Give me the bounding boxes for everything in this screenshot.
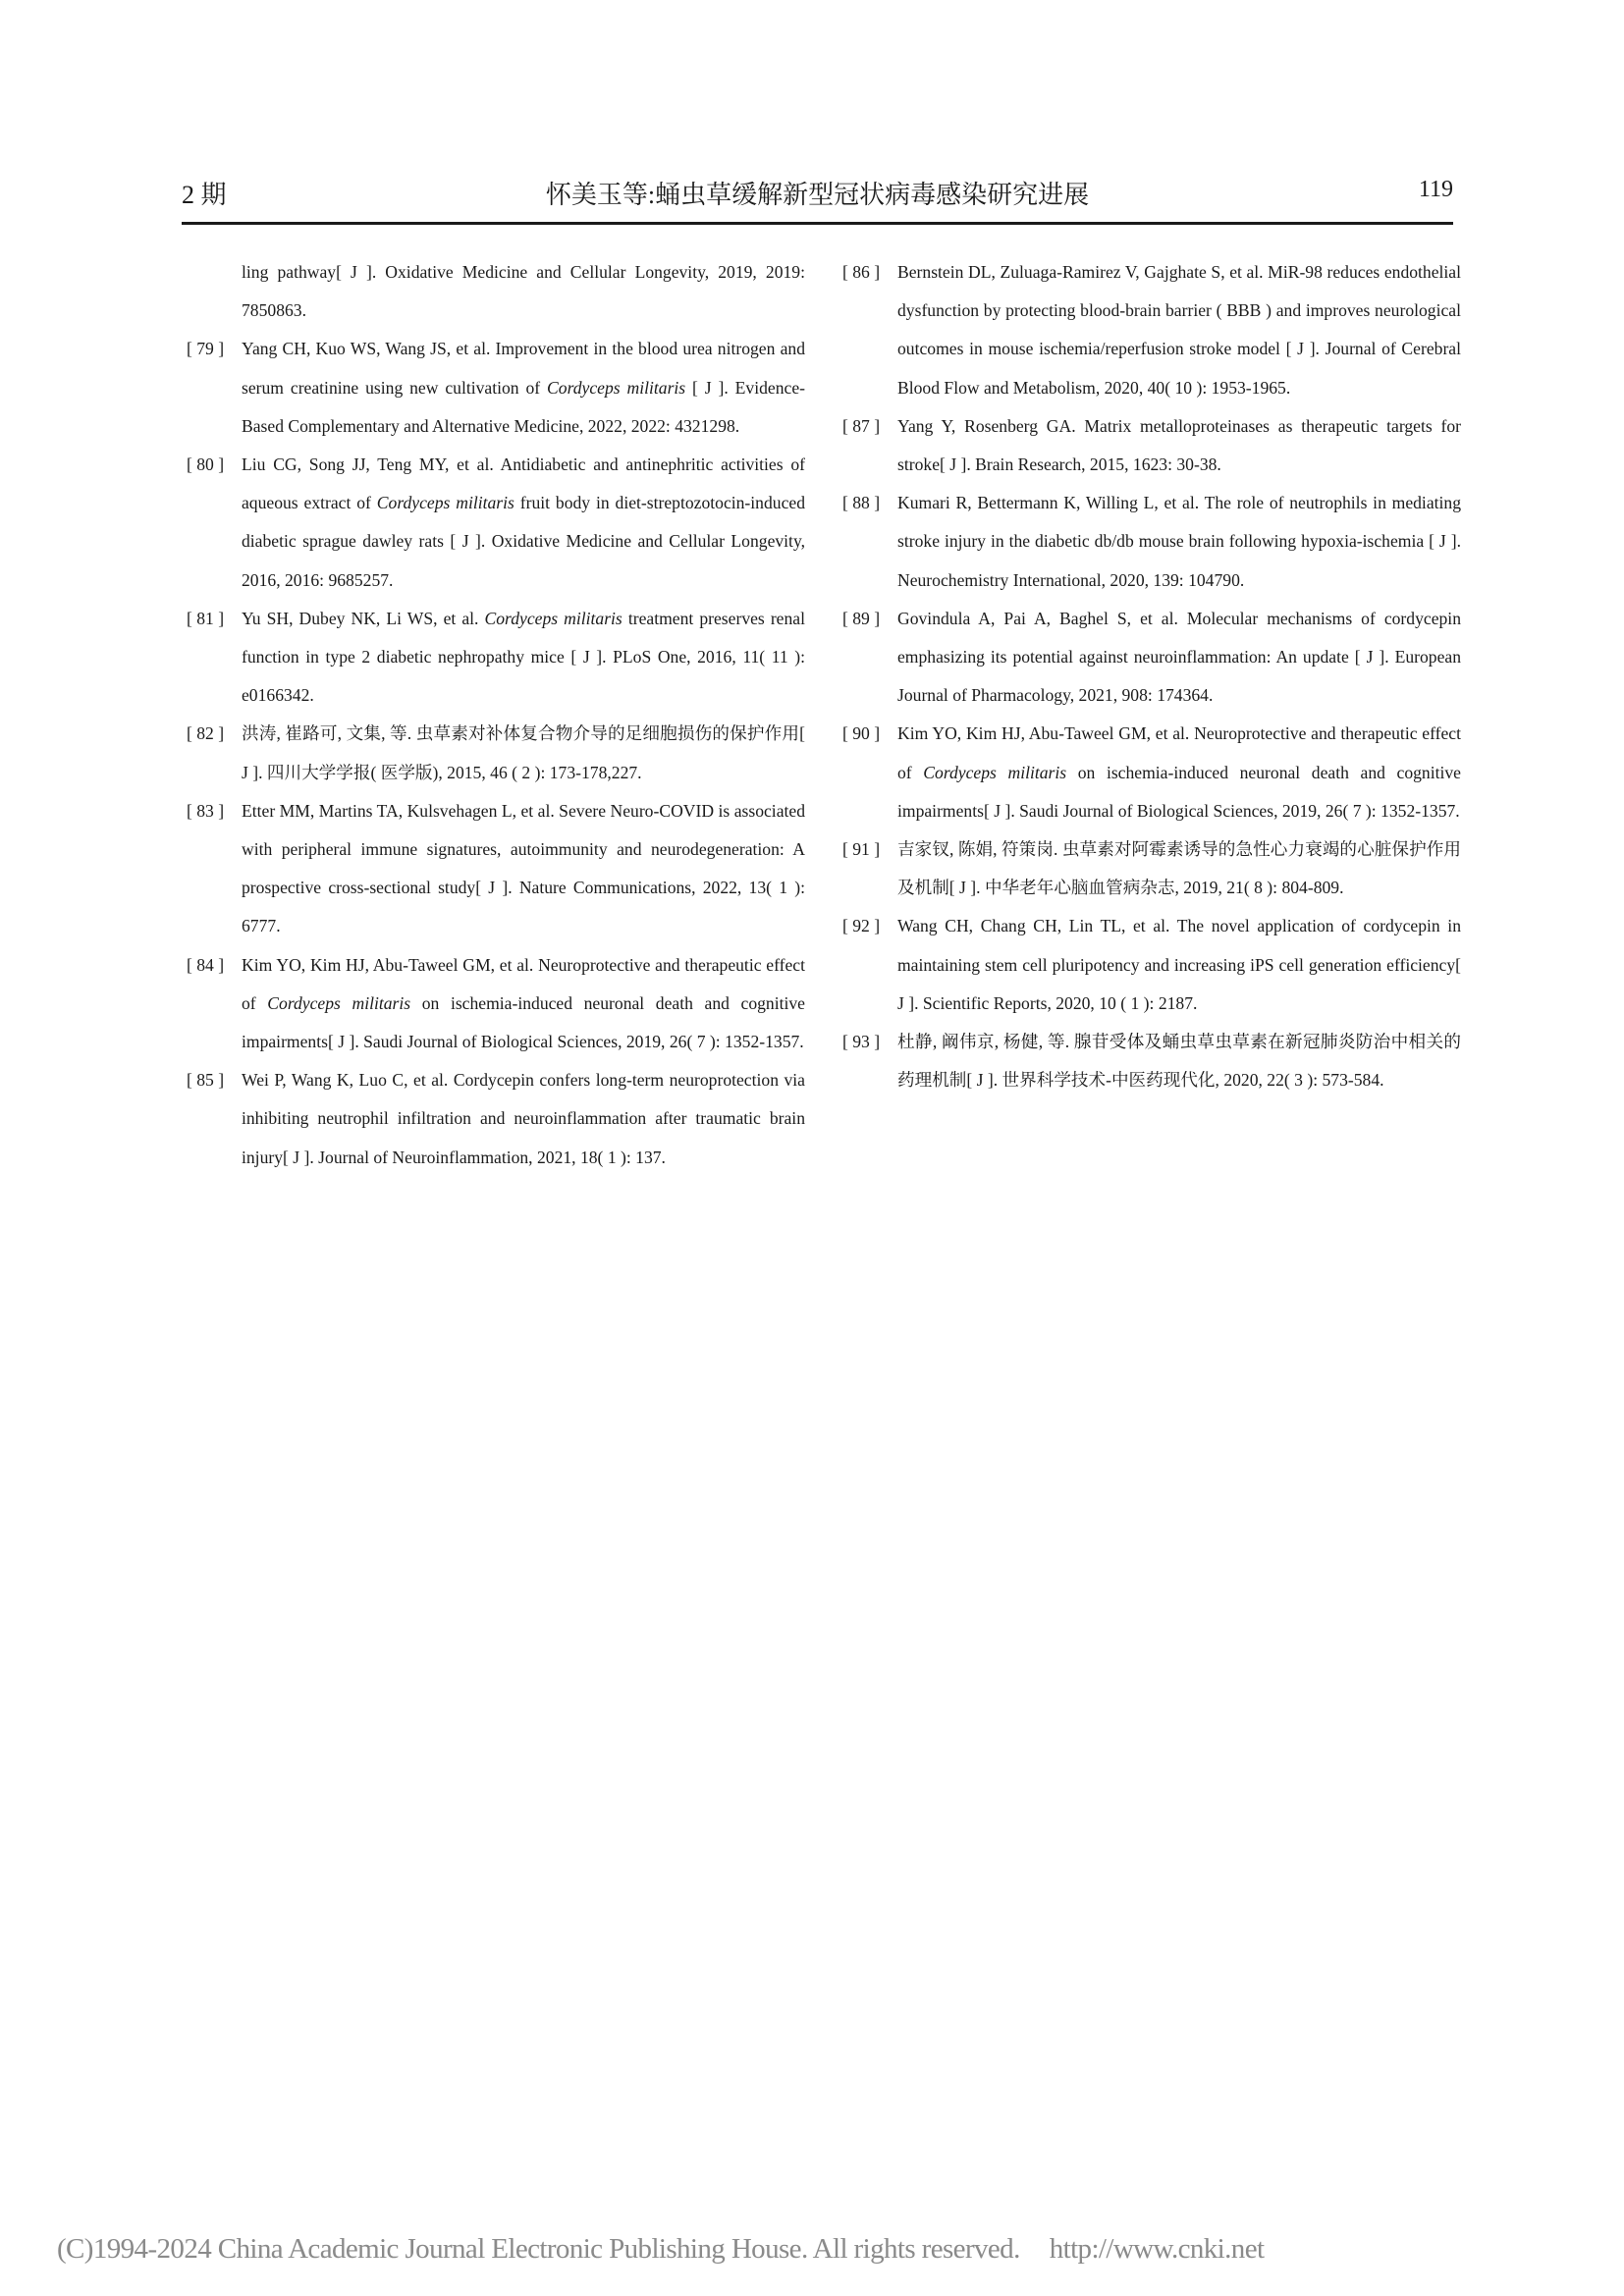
reference-text-segment: [ J ]. Evidence-Based Complementary and Alternative Medicine, 2022, 2022: 4321298. xyxy=(242,377,805,436)
reference-item xyxy=(842,407,1461,484)
reference-item xyxy=(842,1023,1461,1099)
running-header xyxy=(182,175,1453,214)
reference-number: [ 87 ] xyxy=(842,415,881,436)
reference-number: [ 93 ] xyxy=(842,1032,881,1052)
references-right-column xyxy=(842,253,1461,1099)
reference-text xyxy=(897,907,1461,1023)
reference-text xyxy=(897,484,1461,600)
reference-text xyxy=(242,330,805,446)
page-number: 119 xyxy=(1418,177,1453,202)
reference-text-segment: Yang CH, Kuo WS, Wang JS, et al. Improvement in the blood urea nitrogen and serum creatinine using new cultivation of xyxy=(242,339,805,398)
reference-item xyxy=(842,830,1461,907)
reference-number: [ 83 ] xyxy=(187,800,225,821)
reference-text-segment: on ischemia-induced neuronal death and cognitive impairments[ J ]. Saudi Journal of Biological Sciences, 2019, 26( 7 ): 1352-1357. xyxy=(897,762,1461,821)
reference-text-segment: Bernstein DL, Zuluaga-Ramirez V, Gajghate S, et al. MiR-98 reduces endothelial dysfunction by protecting blood-brain barrier ( BBB ) and improves neurological outcomes in mouse ischemia/reperfusion stroke model [ J ]. Journal of Cerebral Blood Flow and Metabolism, 2020, 40( 10 ): 1953-1965. xyxy=(897,262,1461,398)
species-name-italic: Cordyceps militaris xyxy=(484,608,623,628)
reference-number: [ 82 ] xyxy=(187,723,225,744)
reference-text-segment: Kim YO, Kim HJ, Abu-Taweel GM, et al. Neuroprotective and therapeutic effect of xyxy=(897,723,1461,782)
reference-text-segment: fruit body in diet-streptozotocin-induced diabetic sprague dawley rats [ J ]. Oxidative Medicine and Cellular Longevity, 2016, 2016: 9685257. xyxy=(242,493,805,590)
reference-text-segment: on ischemia-induced neuronal death and cognitive impairments[ J ]. Saudi Journal of Biological Sciences, 2019, 26( 7 ): 1352-1357. xyxy=(242,992,805,1052)
reference-text xyxy=(242,792,805,946)
reference-item xyxy=(187,1061,805,1177)
reference-text-segment: 吉家钗, 陈娟, 符策岗. 虫草素对阿霉素诱导的急性心力衰竭的心脏保护作用及机制[ J ]. 中华老年心脑血管病杂志, 2019, 21( 8 ): 804-809. xyxy=(897,839,1461,898)
reference-text xyxy=(897,715,1461,830)
reference-number: [ 81 ] xyxy=(187,608,225,628)
reference-text xyxy=(242,446,805,600)
reference-item xyxy=(842,253,1461,407)
footer-url-link[interactable]: http://www.cnki.net xyxy=(1049,2233,1265,2265)
reference-item xyxy=(842,484,1461,600)
reference-item xyxy=(842,907,1461,1023)
copyright-text: (C)1994-2024 China Academic Journal Electronic Publishing House. All rights reserved. xyxy=(57,2233,1020,2265)
reference-item xyxy=(187,330,805,446)
reference-text-segment: Wei P, Wang K, Luo C, et al. Cordycepin confers long-term neuroprotection via inhibiting neutrophil infiltration and neuroinflammation after traumatic brain injury[ J ]. Journal of Neuroinflammation, 2021, 18( 1 ): 137. xyxy=(242,1070,805,1167)
reference-text-segment: Govindula A, Pai A, Baghel S, et al. Molecular mechanisms of cordycepin emphasizing its potential against neuroinflammation: An update [ J ]. European Journal of Pharmacology, 2021, 908: 174364. xyxy=(897,608,1461,706)
reference-number: [ 91 ] xyxy=(842,839,881,860)
reference-text xyxy=(897,1023,1461,1099)
reference-text-segment: Wang CH, Chang CH, Lin TL, et al. The novel application of cordycepin in maintaining stem cell pluripotency and increasing iPS cell generation efficiency[ J ]. Scientific Reports, 2020, 10 ( 1 ): 2187. xyxy=(897,916,1461,1013)
reference-item xyxy=(187,600,805,716)
reference-item xyxy=(187,715,805,791)
reference-text xyxy=(897,830,1461,907)
reference-text xyxy=(242,600,805,716)
reference-text-segment: 杜静, 阚伟京, 杨健, 等. 腺苷受体及蛹虫草虫草素在新冠肺炎防治中相关的药理机制[ J ]. 世界科学技术-中医药现代化, 2020, 22( 3 ): 573-584. xyxy=(897,1032,1461,1091)
reference-text-segment: treatment preserves renal function in type 2 diabetic nephropathy mice [ J ]. PLoS One, 2016, 11( 11 ): e0166342. xyxy=(242,608,805,706)
reference-number: [ 79 ] xyxy=(187,339,225,359)
reference-text-segment: Liu CG, Song JJ, Teng MY, et al. Antidiabetic and antinephritic activities of aqueous extract of xyxy=(242,454,805,513)
reference-text-segment: ling pathway[ J ]. Oxidative Medicine and Cellular Longevity, 2019, 2019: 7850863. xyxy=(242,262,805,321)
reference-text xyxy=(242,946,805,1062)
species-name-italic: Cordyceps militaris xyxy=(267,992,411,1013)
reference-number: [ 90 ] xyxy=(842,723,881,744)
species-name-italic: Cordyceps militaris xyxy=(547,377,686,398)
reference-text xyxy=(242,1061,805,1177)
reference-number: [ 85 ] xyxy=(187,1070,225,1091)
reference-text-segment: 洪涛, 崔路可, 文集, 等. 虫草素对补体复合物介导的足细胞损伤的保护作用[ J ]. 四川大学学报( 医学版), 2015, 46 ( 2 ): 173-178,227. xyxy=(242,723,805,782)
reference-item xyxy=(842,600,1461,716)
references-left-column xyxy=(187,253,805,1177)
header-rule xyxy=(182,222,1453,225)
reference-text-segment: Etter MM, Martins TA, Kulsvehagen L, et al. Severe Neuro-COVID is associated with peripheral immune signatures, autoimmunity and neurodegeneration: A prospective cross-sectional study[ J ]. Nature Communications, 2022, 13( 1 ): 6777. xyxy=(242,800,805,936)
reference-text-segment: Yang Y, Rosenberg GA. Matrix metalloproteinases as therapeutic targets for stroke[ J ]. Brain Research, 2015, 1623: 30-38. xyxy=(897,415,1461,475)
reference-item xyxy=(187,446,805,600)
reference-number: [ 80 ] xyxy=(187,454,225,475)
issue-label: 2 期 xyxy=(182,181,227,209)
reference-text-segment: Kumari R, Bettermann K, Willing L, et al. The role of neutrophils in mediating stroke injury in the diabetic db/db mouse brain following hypoxia-ischemia [ J ]. Neurochemistry International, 2020, 139: 104790. xyxy=(897,493,1461,590)
reference-text xyxy=(242,253,805,330)
species-name-italic: Cordyceps militaris xyxy=(923,762,1067,782)
reference-item xyxy=(187,253,805,330)
reference-number: [ 88 ] xyxy=(842,493,881,513)
reference-text-segment: Kim YO, Kim HJ, Abu-Taweel GM, et al. Neuroprotective and therapeutic effect of xyxy=(242,954,805,1013)
reference-text xyxy=(897,600,1461,716)
reference-item xyxy=(187,946,805,1062)
reference-item xyxy=(187,792,805,946)
running-title: 怀美玉等:蛹虫草缓解新型冠状病毒感染研究进展 xyxy=(545,181,1090,209)
species-name-italic: Cordyceps militaris xyxy=(376,493,514,513)
reference-number: [ 89 ] xyxy=(842,608,881,628)
reference-text xyxy=(897,407,1461,484)
copyright-footer xyxy=(57,2233,1264,2266)
reference-number: [ 86 ] xyxy=(842,262,881,282)
reference-text xyxy=(897,253,1461,407)
reference-text xyxy=(242,715,805,791)
reference-number: [ 84 ] xyxy=(187,954,225,975)
reference-number: [ 92 ] xyxy=(842,916,881,936)
reference-item xyxy=(842,715,1461,830)
reference-text-segment: Yu SH, Dubey NK, Li WS, et al. xyxy=(242,608,485,628)
